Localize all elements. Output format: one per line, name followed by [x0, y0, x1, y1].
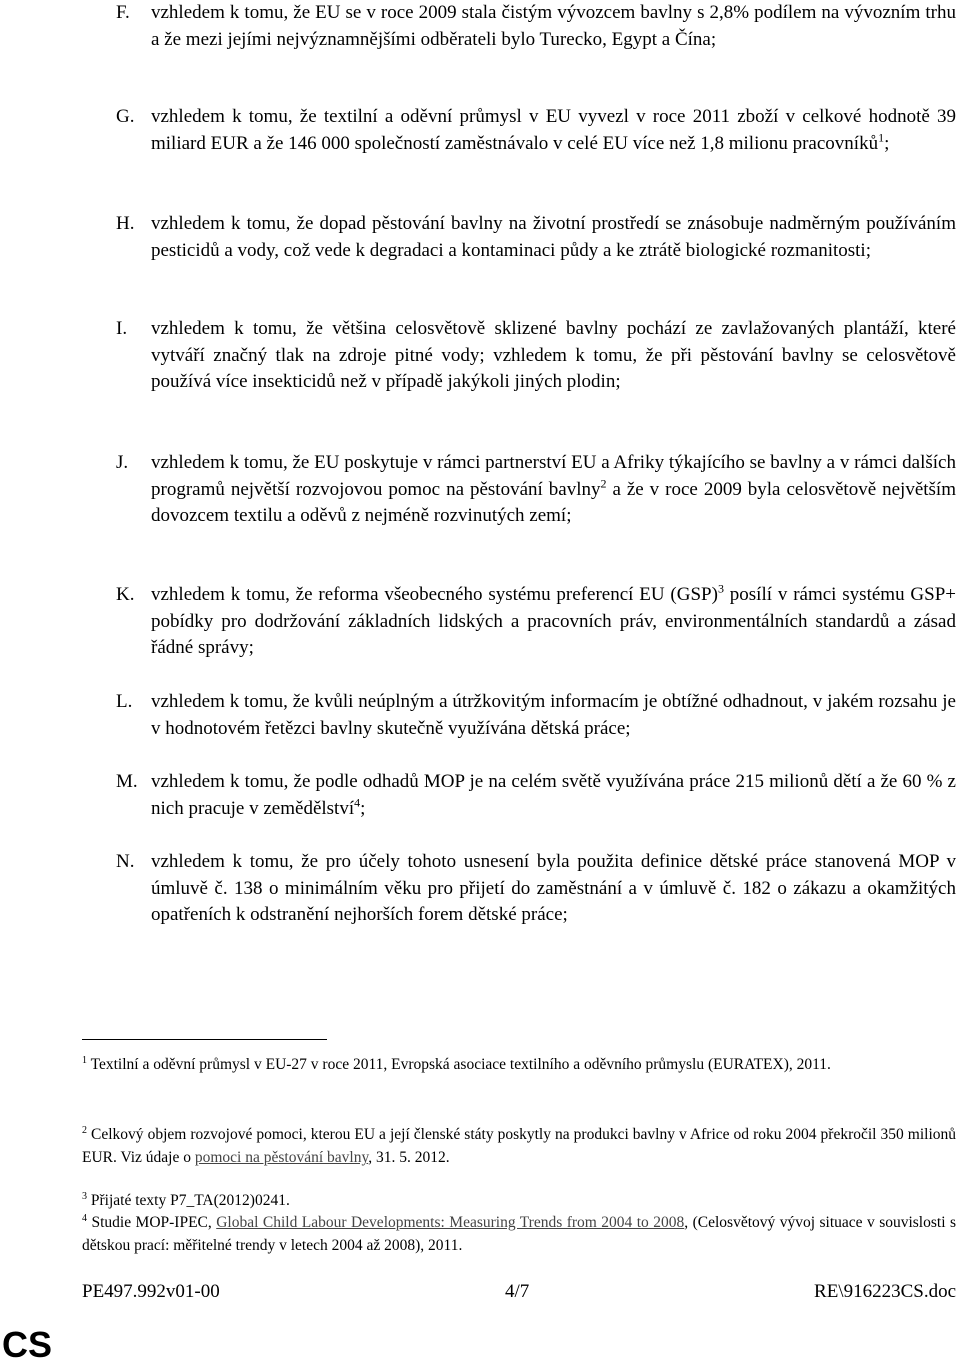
recital-text: vzhledem k tomu, že většina celosvětově sklizené bavlny pochází ze zavlažovaných plantáží, které vytváří značný tlak na zdroje pitné vody; vzhledem k tomu, že při pěstování bavlny se celosvětově používá více insekticidů než v případě jakýkoli jiných plodin; [151, 318, 956, 392]
recital-l [116, 689, 956, 742]
footnote-link[interactable]: pomoci na pěstování bavlny [194, 1149, 369, 1166]
recital-text: vzhledem k tomu, že podle odhadů MOP je na celém světě využívána práce 215 milionů dětí a že 60 % z nich pracuje v zemědělství$^4$; [151, 771, 956, 819]
recital-letter: K. [116, 584, 135, 605]
recital-text: vzhledem k tomu, že textilní a oděvní průmysl v EU vyvezl v roce 2011 zboží v celkové hodnotě 39 miliard EUR a že 146 000 společností zaměstnávalo v celé EU více než 1,8 milionu pracovníků$^1$; [151, 106, 956, 154]
footnote-link[interactable]: Global Child Labour Developments: Measuring Trends from 2004 to 2008 [216, 1214, 685, 1231]
recital-text: vzhledem k tomu, že dopad pěstování bavlny na životní prostředí se znásobuje nadměrným používáním pesticidů a vody, což vede k degradaci a kontaminaci půdy a ke ztrátě biologické rozmanitosti; [151, 213, 956, 261]
footnote-text: Studie MOP-IPEC, [91, 1214, 217, 1231]
footnote-separator [82, 1039, 327, 1040]
footnote-4: $^4$ Studie MOP-IPEC, Global Child Labour Developments: Measuring Trends from 2004 to 2008, (Celosvětový vývoj situace v souvislosti s dětskou prací: měřitelné trendy v letech 2004 až 2008), 2011. [82, 1212, 956, 1254]
page-number: 4/7 [505, 1281, 530, 1302]
footnote-ref[interactable]: 2 [600, 476, 607, 491]
recital-letter: J. [116, 452, 129, 473]
recital-letter: M. [116, 771, 138, 792]
recital-m [116, 769, 956, 822]
recital-k [116, 582, 956, 662]
footnote-number: 2 [82, 1124, 87, 1136]
recital-h [116, 211, 956, 264]
recital-f [116, 0, 956, 53]
document-reference: PE497.992v01-00 [82, 1281, 220, 1302]
file-name: RE\916223CS.doc [814, 1281, 956, 1302]
footnote-number: 4 [82, 1212, 87, 1224]
footnote-1 [82, 1053, 956, 1076]
recital-letter: F. [116, 2, 130, 23]
footnote-text: Přijaté texty P7_TA(2012)0241. [90, 1192, 290, 1209]
recital-text: vzhledem k tomu, že EU poskytuje v rámci partnerství EU a Afriky týkajícího se bavlny a v rámci dalších programů největší rozvojovou pomoc na pěstování bavlny$^2$ a že v roce 2009 byla celosvětově největším dovozcem textilu a oděvů z nejméně rozvinutých zemí; [151, 452, 956, 526]
footnote-ref[interactable]: 4 [354, 795, 361, 810]
recital-g [116, 104, 956, 157]
recital-letter: G. [116, 106, 135, 127]
footnote-2: $^2$ Celkový objem rozvojové pomoci, kterou EU a její členské státy poskytly na produkci bavlny v Africe od roku 2004 překročil 350 milionů EUR. Viz údaje o pomoci na pěstování bavlny, 31. 5. 2012. [82, 1124, 957, 1166]
recital-n [116, 849, 956, 929]
footnote-text: Textilní a oděvní průmysl v EU-27 v roce 2011, Evropská asociace textilního a oděvního průmyslu (EURATEX), 2011. [90, 1056, 831, 1073]
recital-letter: I. [116, 318, 128, 339]
footnote-text: Celkový objem rozvojové pomoci, kterou EU a její členské státy poskytly na produkci bavlny v Africe od roku 2004 překročil 350 milionů EUR. Viz údaje o [82, 1126, 957, 1166]
recital-text: vzhledem k tomu, že kvůli neúplným a útržkovitým informacím je obtížné odhadnout, v jakém rozsahu je v hodnotovém řetězci bavlny skutečně využívána dětská práce; [151, 691, 956, 739]
recital-letter: H. [116, 213, 135, 234]
footnote-ref[interactable]: 1 [878, 130, 885, 145]
footnote-number: 1 [82, 1054, 87, 1066]
recital-letter: L. [116, 691, 133, 712]
footnote-number: 3 [82, 1190, 87, 1202]
footnote-3 [82, 1189, 956, 1212]
recital-j [116, 450, 956, 530]
footnote-ref[interactable]: 3 [717, 581, 724, 596]
recital-text: vzhledem k tomu, že reforma všeobecného systému preferencí EU (GSP)$^3$ posílí v rámci systému GSP+ pobídky pro dodržování základních lidských a pracovních práv, environmentálních standardů a zásad řádné správy; [151, 581, 956, 658]
page-footer [82, 1281, 956, 1305]
recital-text: vzhledem k tomu, že pro účely tohoto usnesení byla použita definice dětské práce stanovená MOP v úmluvě č. 138 o minimálním věku pro přijetí do zaměstnání a v úmluvě č. 182 o zákazu a okamžitých opatřeních k odstranění nejhorších forem dětské práce; [151, 851, 956, 925]
recital-letter: N. [116, 851, 135, 872]
language-code: CS [2, 1324, 53, 1365]
recital-i [116, 316, 956, 396]
recital-text: vzhledem k tomu, že EU se v roce 2009 stala čistým vývozcem bavlny s 2,8% podílem na vývozním trhu a že mezi jejími nejvýznamnějšími odběrateli bylo Turecko, Egypt a Čína; [151, 2, 956, 50]
